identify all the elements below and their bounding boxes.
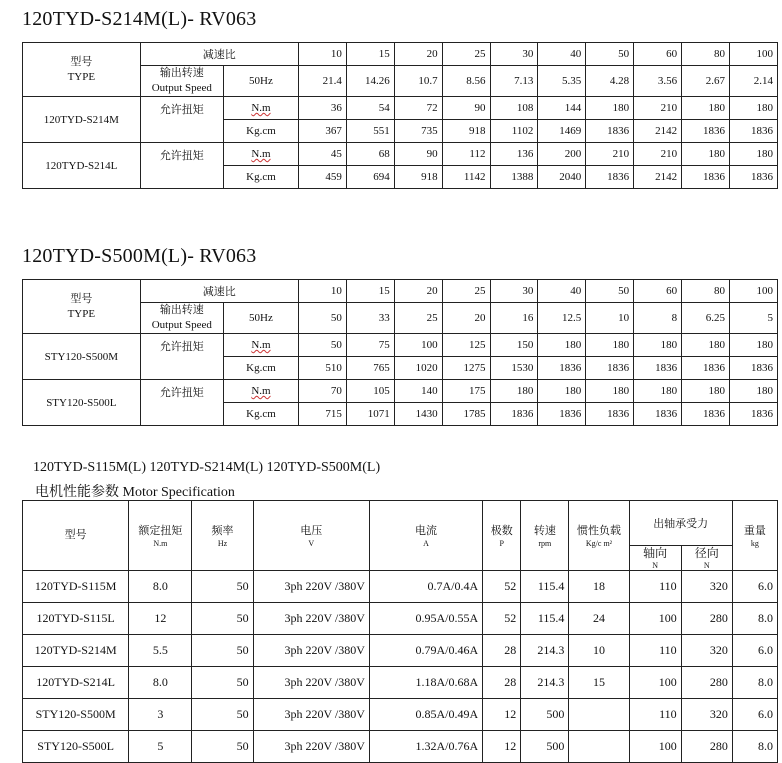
ratio-value: 100 [729, 43, 777, 66]
spec-speed: 115.4 [521, 603, 569, 635]
speed-label-cn: 输出转速 [159, 304, 204, 316]
ratio-value: 100 [729, 280, 777, 303]
header-poles [483, 501, 521, 571]
spec-axial: 100 [629, 603, 681, 635]
spec-weight: 6.0 [732, 635, 777, 667]
torque-label: 允许扭矩 [140, 97, 223, 143]
spec-row [23, 731, 778, 763]
torque-nm-value: 180 [538, 380, 586, 403]
header-row [23, 43, 778, 66]
header-row [23, 280, 778, 303]
spec-weight: 8.0 [732, 667, 777, 699]
spec-torque: 12 [129, 603, 192, 635]
speed-value: 33 [346, 303, 394, 334]
torque-nm-value: 180 [490, 380, 538, 403]
header-inertia-label: 惯性负载 [576, 524, 621, 537]
torque-kgcm-value: 1836 [682, 166, 730, 189]
spec-freq: 50 [192, 635, 253, 667]
freq-label: 50Hz [223, 66, 298, 97]
torque-kgcm-value: 2142 [634, 120, 682, 143]
spec-torque: 5.5 [129, 635, 192, 667]
unit-nm: N.m [223, 380, 298, 403]
torque-kgcm-value: 1275 [442, 357, 490, 380]
torque-nm-value: 210 [634, 97, 682, 120]
torque-label: 允许扭矩 [140, 143, 223, 189]
spec-inertia: 24 [569, 603, 629, 635]
torque-nm-value: 180 [682, 97, 730, 120]
unit-nm: N.m [223, 334, 298, 357]
torque-nm-value: 90 [394, 143, 442, 166]
header-force: 出轴承受力 [629, 501, 732, 546]
torque-kgcm-value: 1836 [586, 403, 634, 426]
torque-kgcm-value: 1430 [394, 403, 442, 426]
speed-value: 50 [298, 303, 346, 334]
header-weight-label: 重量 [743, 524, 766, 537]
spec-row [23, 635, 778, 667]
torque-nm-value: 210 [634, 143, 682, 166]
model-name: 120TYD-S214L [23, 143, 141, 189]
section3-title: 120TYD-S115M(L) 120TYD-S214M(L) 120TYD-S500M(L) [33, 460, 381, 475]
spec-model: STY120-S500L [23, 731, 129, 763]
torque-nm-value: 180 [729, 380, 777, 403]
torque-kgcm-value: 2040 [538, 166, 586, 189]
torque-nm-value: 136 [490, 143, 538, 166]
torque-kgcm-value: 1388 [490, 166, 538, 189]
spec-freq: 50 [192, 667, 253, 699]
spec-row [23, 667, 778, 699]
spec-poles: 28 [483, 667, 521, 699]
speed-value: 5 [729, 303, 777, 334]
speed-value: 8 [634, 303, 682, 334]
torque-kgcm-value: 1836 [729, 120, 777, 143]
ratio-value: 60 [634, 43, 682, 66]
torque-nm-value: 108 [490, 97, 538, 120]
spec-poles: 12 [483, 731, 521, 763]
torque-kgcm-value: 1836 [634, 357, 682, 380]
freq-label: 50Hz [223, 303, 298, 334]
speed-value: 7.13 [490, 66, 538, 97]
spec-voltage: 3ph 220V /380V [253, 667, 369, 699]
torque-nm-value: 180 [634, 334, 682, 357]
ratio-value: 50 [586, 280, 634, 303]
torque-kgcm-value: 918 [442, 120, 490, 143]
torque-nm-value: 72 [394, 97, 442, 120]
torque-kgcm-value: 459 [298, 166, 346, 189]
header-radial [681, 546, 732, 571]
type-label-cn: 型号 [70, 292, 93, 305]
spec-voltage: 3ph 220V /380V [253, 699, 369, 731]
model-row [23, 380, 778, 403]
spec-weight: 6.0 [732, 699, 777, 731]
header-radial-label: 径向 [694, 546, 719, 560]
spec-row [23, 571, 778, 603]
ratio-value: 40 [538, 43, 586, 66]
spec-current: 1.32A/0.76A [369, 731, 482, 763]
speed-value: 14.26 [346, 66, 394, 97]
spec-model: 120TYD-S214M [23, 635, 129, 667]
torque-kgcm-value: 1071 [346, 403, 394, 426]
spec-row [23, 699, 778, 731]
torque-nm-value: 180 [586, 380, 634, 403]
torque-nm-value: 100 [394, 334, 442, 357]
torque-kgcm-value: 1836 [729, 357, 777, 380]
torque-kgcm-value: 1785 [442, 403, 490, 426]
spec-inertia [569, 699, 629, 731]
torque-kgcm-value: 1836 [729, 166, 777, 189]
spec-inertia: 15 [569, 667, 629, 699]
spec-torque: 8.0 [129, 571, 192, 603]
type-cell [23, 280, 141, 334]
torque-nm-value: 180 [682, 380, 730, 403]
ratio-value: 10 [298, 280, 346, 303]
spec-freq: 50 [192, 603, 253, 635]
speed-label-en: Output Speed [151, 82, 212, 94]
header-voltage [253, 501, 369, 571]
ratio-value: 20 [394, 280, 442, 303]
spec-axial: 110 [629, 635, 681, 667]
spec-weight: 8.0 [732, 731, 777, 763]
torque-kgcm-value: 1836 [586, 166, 634, 189]
torque-nm-value: 200 [538, 143, 586, 166]
section1-title: 120TYD-S214M(L)- RV063 [22, 8, 257, 30]
header-current-unit: A [423, 538, 429, 548]
torque-nm-value: 105 [346, 380, 394, 403]
torque-kgcm-value: 367 [298, 120, 346, 143]
header-freq-unit: Hz [217, 538, 228, 548]
header-axial-unit: N [652, 561, 659, 570]
spec-speed: 115.4 [521, 571, 569, 603]
spec-inertia: 18 [569, 571, 629, 603]
spec-model: STY120-S500M [23, 699, 129, 731]
model-row [23, 143, 778, 166]
header-current-label: 电流 [415, 524, 438, 537]
model-row [23, 97, 778, 120]
ratio-value: 30 [490, 43, 538, 66]
header-weight [732, 501, 777, 571]
ratio-value: 20 [394, 43, 442, 66]
spec-radial: 320 [681, 635, 732, 667]
torque-nm-value: 70 [298, 380, 346, 403]
type-label-cn: 型号 [70, 55, 93, 68]
speed-value: 21.4 [298, 66, 346, 97]
section2-title: 120TYD-S500M(L)- RV063 [22, 245, 257, 267]
torque-nm-value: 180 [729, 97, 777, 120]
spec-current: 0.7A/0.4A [369, 571, 482, 603]
ratio-value: 40 [538, 280, 586, 303]
ratio-value: 80 [682, 43, 730, 66]
torque-kgcm-value: 918 [394, 166, 442, 189]
spec-speed: 500 [521, 699, 569, 731]
spec-freq: 50 [192, 571, 253, 603]
unit-kgcm: Kg.cm [223, 357, 298, 380]
torque-nm-value: 180 [682, 334, 730, 357]
unit-nm: N.m [223, 143, 298, 166]
spec-current: 1.18A/0.68A [369, 667, 482, 699]
spec-radial: 320 [681, 699, 732, 731]
torque-kgcm-value: 1836 [634, 403, 682, 426]
ratio-value: 15 [346, 280, 394, 303]
spec-torque: 3 [129, 699, 192, 731]
torque-kgcm-value: 1836 [682, 403, 730, 426]
ratio-value: 30 [490, 280, 538, 303]
type-label-en: TYPE [67, 307, 96, 320]
unit-kgcm: Kg.cm [223, 403, 298, 426]
torque-kgcm-value: 694 [346, 166, 394, 189]
speed-label [140, 303, 223, 334]
ratio-label: 减速比 [140, 43, 298, 66]
header-poles-label: 极数 [490, 524, 513, 537]
header-freq-label: 频率 [211, 524, 234, 537]
torque-kgcm-value: 735 [394, 120, 442, 143]
spec-voltage: 3ph 220V /380V [253, 571, 369, 603]
spec-freq: 50 [192, 699, 253, 731]
torque-nm-value: 175 [442, 380, 490, 403]
spec-radial: 280 [681, 667, 732, 699]
torque-kgcm-value: 1836 [490, 403, 538, 426]
spec-axial: 100 [629, 667, 681, 699]
torque-nm-value: 150 [490, 334, 538, 357]
ratio-value: 50 [586, 43, 634, 66]
speed-label-cn: 输出转速 [159, 67, 204, 79]
model-row [23, 334, 778, 357]
torque-nm-value: 45 [298, 143, 346, 166]
header-poles-unit: P [499, 538, 504, 548]
speed-value: 16 [490, 303, 538, 334]
speed-label-en: Output Speed [151, 319, 212, 331]
spec-torque: 5 [129, 731, 192, 763]
speed-value: 10 [586, 303, 634, 334]
spec-poles: 28 [483, 635, 521, 667]
unit-nm: N.m [223, 97, 298, 120]
torque-nm-value: 180 [586, 334, 634, 357]
header-speed-unit: rpm [538, 538, 552, 548]
spec-poles: 52 [483, 603, 521, 635]
torque-kgcm-value: 1836 [538, 357, 586, 380]
spec-current: 0.79A/0.46A [369, 635, 482, 667]
spec-model: 120TYD-S214L [23, 667, 129, 699]
torque-kgcm-value: 2142 [634, 166, 682, 189]
speed-value: 12.5 [538, 303, 586, 334]
section3-subtitle: 电机性能参数 Motor Specification [35, 485, 235, 500]
spec-voltage: 3ph 220V /380V [253, 731, 369, 763]
header-axial [629, 546, 681, 571]
spec-speed: 214.3 [521, 635, 569, 667]
torque-nm-value: 112 [442, 143, 490, 166]
header-axial-label: 轴向 [643, 546, 668, 560]
torque-nm-value: 36 [298, 97, 346, 120]
model-name: 120TYD-S214M [23, 97, 141, 143]
spec-poles: 12 [483, 699, 521, 731]
ratio-value: 10 [298, 43, 346, 66]
spec-current: 0.85A/0.49A [369, 699, 482, 731]
speed-value: 10.7 [394, 66, 442, 97]
torque-nm-value: 180 [586, 97, 634, 120]
spec-torque: 8.0 [129, 667, 192, 699]
header-torque-unit: N.m [153, 538, 168, 548]
spec-radial: 320 [681, 571, 732, 603]
torque-nm-value: 180 [729, 334, 777, 357]
spec-weight: 6.0 [732, 571, 777, 603]
speed-value: 2.14 [729, 66, 777, 97]
speed-value: 6.25 [682, 303, 730, 334]
header-model-label: 型号 [64, 529, 87, 541]
header-weight-unit: kg [750, 538, 759, 548]
torque-nm-value: 144 [538, 97, 586, 120]
header-current [369, 501, 482, 571]
ratio-table-s500 [22, 279, 778, 426]
ratio-value: 60 [634, 280, 682, 303]
torque-kgcm-value: 1836 [538, 403, 586, 426]
spec-voltage: 3ph 220V /380V [253, 635, 369, 667]
torque-kgcm-value: 1020 [394, 357, 442, 380]
torque-kgcm-value: 1102 [490, 120, 538, 143]
header-model [23, 501, 129, 571]
header-freq [192, 501, 253, 571]
motor-spec-table [22, 500, 778, 763]
ratio-value: 25 [442, 280, 490, 303]
type-cell [23, 43, 141, 97]
speed-value: 25 [394, 303, 442, 334]
torque-kgcm-value: 1836 [682, 120, 730, 143]
spec-inertia: 10 [569, 635, 629, 667]
speed-value: 20 [442, 303, 490, 334]
speed-value: 8.56 [442, 66, 490, 97]
torque-nm-value: 180 [729, 143, 777, 166]
speed-value: 2.67 [682, 66, 730, 97]
header-speed [521, 501, 569, 571]
header-voltage-unit: V [308, 538, 315, 548]
speed-value: 5.35 [538, 66, 586, 97]
header-torque-label: 额定扭矩 [138, 524, 183, 537]
torque-label: 允许扭矩 [140, 380, 223, 426]
torque-kgcm-value: 765 [346, 357, 394, 380]
torque-nm-value: 54 [346, 97, 394, 120]
spec-freq: 50 [192, 731, 253, 763]
torque-kgcm-value: 510 [298, 357, 346, 380]
torque-label: 允许扭矩 [140, 334, 223, 380]
model-name: STY120-S500M [23, 334, 141, 380]
torque-kgcm-value: 1836 [682, 357, 730, 380]
spec-speed: 214.3 [521, 667, 569, 699]
unit-kgcm: Kg.cm [223, 166, 298, 189]
ratio-value: 80 [682, 280, 730, 303]
model-name: STY120-S500L [23, 380, 141, 426]
ratio-value: 25 [442, 43, 490, 66]
spec-row [23, 603, 778, 635]
spec-radial: 280 [681, 731, 732, 763]
spec-poles: 52 [483, 571, 521, 603]
header-voltage-label: 电压 [300, 524, 323, 537]
speed-value: 4.28 [586, 66, 634, 97]
spec-weight: 8.0 [732, 603, 777, 635]
spec-speed: 500 [521, 731, 569, 763]
header-torque [129, 501, 192, 571]
torque-nm-value: 180 [634, 380, 682, 403]
spec-model: 120TYD-S115M [23, 571, 129, 603]
torque-kgcm-value: 1836 [729, 403, 777, 426]
speed-value: 3.56 [634, 66, 682, 97]
spec-header-row [23, 501, 778, 546]
torque-nm-value: 140 [394, 380, 442, 403]
torque-nm-value: 125 [442, 334, 490, 357]
spec-inertia [569, 731, 629, 763]
torque-nm-value: 180 [682, 143, 730, 166]
spec-current: 0.95A/0.55A [369, 603, 482, 635]
ratio-value: 15 [346, 43, 394, 66]
torque-nm-value: 180 [538, 334, 586, 357]
unit-kgcm: Kg.cm [223, 120, 298, 143]
torque-nm-value: 75 [346, 334, 394, 357]
torque-kgcm-value: 1836 [586, 357, 634, 380]
torque-kgcm-value: 1469 [538, 120, 586, 143]
ratio-label: 减速比 [140, 280, 298, 303]
spec-voltage: 3ph 220V /380V [253, 603, 369, 635]
spec-axial: 110 [629, 571, 681, 603]
type-label-en: TYPE [67, 70, 96, 83]
torque-kgcm-value: 1530 [490, 357, 538, 380]
spec-model: 120TYD-S115L [23, 603, 129, 635]
torque-kgcm-value: 1142 [442, 166, 490, 189]
header-speed-label: 转速 [533, 524, 556, 537]
spec-axial: 110 [629, 699, 681, 731]
torque-nm-value: 50 [298, 334, 346, 357]
ratio-table-s214 [22, 42, 778, 189]
speed-label [140, 66, 223, 97]
torque-kgcm-value: 1836 [586, 120, 634, 143]
torque-nm-value: 210 [586, 143, 634, 166]
torque-kgcm-value: 551 [346, 120, 394, 143]
spec-radial: 280 [681, 603, 732, 635]
header-inertia-unit: Kg/c m² [585, 538, 613, 548]
header-radial-unit: N [703, 561, 710, 570]
torque-kgcm-value: 715 [298, 403, 346, 426]
spec-axial: 100 [629, 731, 681, 763]
torque-nm-value: 68 [346, 143, 394, 166]
torque-nm-value: 90 [442, 97, 490, 120]
header-inertia [569, 501, 629, 571]
